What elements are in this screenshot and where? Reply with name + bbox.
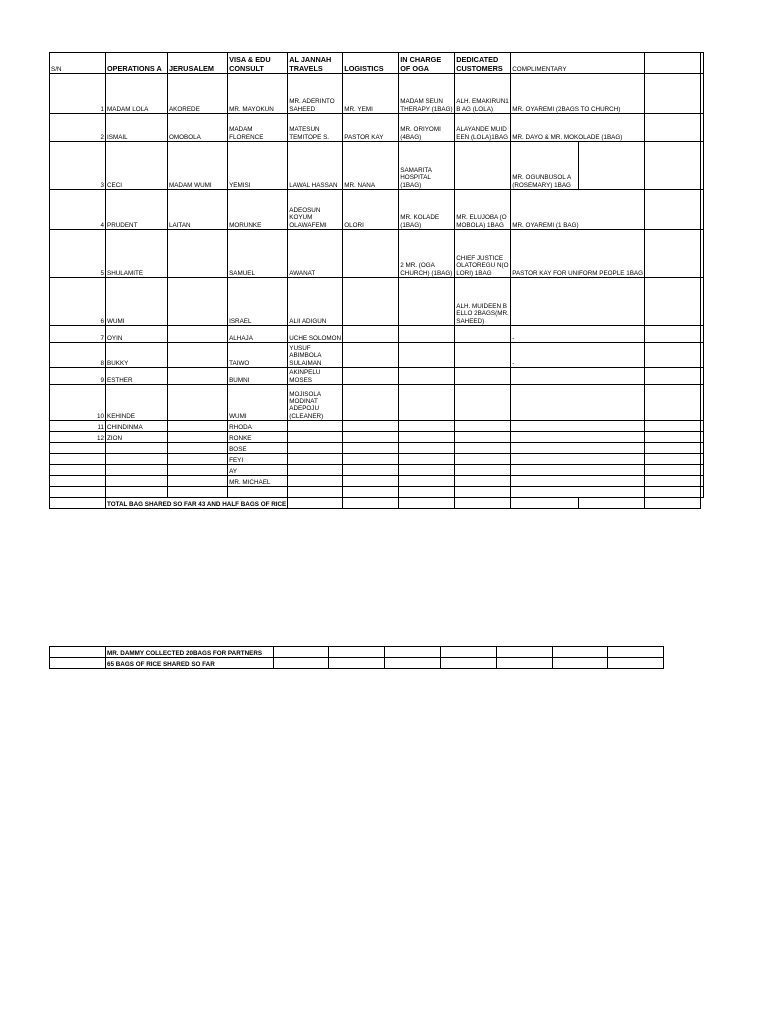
footer-row-1 (50, 647, 664, 658)
complimentary-cell (511, 432, 645, 443)
incharge-cell (399, 476, 455, 487)
footer-cell (385, 658, 441, 669)
serial-number-cell: 10 (50, 385, 106, 421)
operations-cell: ZION (106, 432, 168, 443)
empty-cell (701, 343, 704, 368)
serial-number-cell: 11 (50, 421, 106, 432)
total-row-cell (455, 498, 511, 509)
logistics-cell (343, 443, 399, 454)
visa-cell: WUMI (228, 385, 288, 421)
header-aljannah: AL JANNAH TRAVELS (288, 53, 343, 74)
aljannah-cell: YUSUF ABIMBOLA SULAIMAN (288, 343, 343, 368)
header-complimentary: COMPLIMENTARY (511, 53, 645, 74)
operations-cell: BUKKY (106, 343, 168, 368)
table-row (50, 385, 704, 421)
operations-cell: SHULAMITE (106, 230, 168, 278)
complimentary-cell (511, 385, 645, 421)
table-row (50, 432, 704, 443)
header-incharge: IN CHARGE OF OGA (399, 53, 455, 74)
logistics-cell (343, 421, 399, 432)
incharge-cell (399, 443, 455, 454)
incharge-cell: 2 MR. (OGA CHURCH) (1BAG) (399, 230, 455, 278)
table-row (50, 487, 704, 498)
serial-number-cell: 9 (50, 368, 106, 385)
empty-cell (701, 432, 704, 443)
empty-cell (701, 476, 704, 487)
visa-cell: BOSE (228, 443, 288, 454)
dedicated-cell (455, 443, 511, 454)
aljannah-cell: AWANAT (288, 230, 343, 278)
header-empty-1 (645, 53, 701, 74)
visa-cell: MR. MICHAEL (228, 476, 288, 487)
logistics-cell (343, 343, 399, 368)
footer-row-2 (50, 658, 664, 669)
table-row (50, 230, 704, 278)
empty-cell (645, 487, 701, 498)
complimentary-cell: - (511, 326, 645, 343)
operations-cell (106, 465, 168, 476)
dedicated-cell (455, 454, 511, 465)
footer-cell (329, 647, 385, 658)
empty-cell (701, 230, 704, 278)
visa-cell: YEMISI (228, 142, 288, 190)
dedicated-cell (455, 326, 511, 343)
jerusalem-cell (167, 476, 227, 487)
footer-cell (441, 647, 497, 658)
aljannah-cell: UCHE SOLOMON (288, 326, 343, 343)
operations-cell (106, 454, 168, 465)
complimentary-cell (511, 454, 645, 465)
visa-cell (228, 487, 288, 498)
incharge-cell (399, 343, 455, 368)
footer-table (49, 646, 664, 669)
jerusalem-cell: OMOBOLA (167, 114, 227, 142)
dedicated-cell: ALH. MUIDEEN BELLO 2BAGS(MR. SAHEED) (455, 278, 511, 326)
operations-cell: WUMI (106, 278, 168, 326)
jerusalem-cell (167, 465, 227, 476)
table-row (50, 74, 704, 114)
complimentary-cell: MR. OGUNBUSOL A (ROSEMARY) 1BAG (511, 142, 578, 190)
jerusalem-cell (167, 454, 227, 465)
table-row (50, 368, 704, 385)
footer-cell (497, 647, 553, 658)
aljannah-cell: LAWAL HASSAN (288, 142, 343, 190)
header-sn: S/N (50, 53, 106, 74)
jerusalem-cell (167, 368, 227, 385)
empty-cell (645, 343, 701, 368)
operations-cell: KEHINDE (106, 385, 168, 421)
jerusalem-cell (167, 487, 227, 498)
logistics-cell: OLORI (343, 190, 399, 230)
footer-empty-cell (50, 647, 106, 658)
empty-cell (645, 421, 701, 432)
complimentary-cell (511, 278, 645, 326)
jerusalem-cell: MADAM WUMI (167, 142, 227, 190)
logistics-cell (343, 385, 399, 421)
logistics-cell (343, 476, 399, 487)
dedicated-cell: CHIEF JUSTICE OLATOREGU N(OLORI) 1BAG (455, 230, 511, 278)
logistics-cell (343, 326, 399, 343)
table-row (50, 476, 704, 487)
serial-number-cell: 1 (50, 74, 106, 114)
empty-cell (645, 476, 701, 487)
aljannah-cell (288, 487, 343, 498)
aljannah-cell: AKINPELU MOSES (288, 368, 343, 385)
empty-cell (701, 465, 704, 476)
complimentary-cell (511, 443, 645, 454)
visa-cell: FEYI (228, 454, 288, 465)
jerusalem-cell (167, 421, 227, 432)
serial-number-cell: 7 (50, 326, 106, 343)
empty-cell (701, 326, 704, 343)
aljannah-cell: MOJISOLA MODINAT ADEPOJU (CLEANER) (288, 385, 343, 421)
dedicated-cell (455, 368, 511, 385)
operations-cell (106, 476, 168, 487)
aljannah-cell: ADEOSUN KOYUM OLAWAFEMI (288, 190, 343, 230)
footer-cell (274, 647, 329, 658)
incharge-cell: MADAM SEUN THERAPY (1BAG) (399, 74, 455, 114)
header-row (50, 53, 704, 74)
aljannah-cell: ALII ADIGUN (288, 278, 343, 326)
empty-cell (645, 278, 701, 326)
table-row (50, 142, 704, 190)
header-dedicated: DEDICATED CUSTOMERS (455, 53, 511, 74)
logistics-cell (343, 454, 399, 465)
complimentary-cell: MR. OYAREMI (2BAGS TO CHURCH) (511, 74, 645, 114)
serial-number-cell: 8 (50, 343, 106, 368)
header-visa: VISA & EDU CONSULT (228, 53, 288, 74)
footer-cell (553, 658, 608, 669)
jerusalem-cell: AKOREDE (167, 74, 227, 114)
empty-cell (701, 454, 704, 465)
total-row-cell (343, 498, 399, 509)
total-row-cell (399, 498, 455, 509)
footer-cell (441, 658, 497, 669)
total-bags-note: TOTAL BAG SHARED SO FAR 43 AND HALF BAGS OF RICE (106, 498, 288, 509)
visa-cell: TAIWO (228, 343, 288, 368)
serial-number-cell (50, 476, 106, 487)
dedicated-cell (455, 385, 511, 421)
serial-number-cell: 3 (50, 142, 106, 190)
serial-number-cell: 12 (50, 432, 106, 443)
operations-cell (106, 443, 168, 454)
incharge-cell (399, 368, 455, 385)
logistics-cell (343, 278, 399, 326)
jerusalem-cell (167, 278, 227, 326)
footer-cell (553, 647, 608, 658)
serial-number-cell (50, 443, 106, 454)
aljannah-cell (288, 465, 343, 476)
table-row (50, 326, 704, 343)
incharge-cell (399, 326, 455, 343)
jerusalem-cell (167, 443, 227, 454)
incharge-cell: SAMARITA HOSPITAL (1BAG) (399, 142, 455, 190)
dedicated-cell (455, 432, 511, 443)
footer-cell (608, 647, 664, 658)
total-row (50, 498, 704, 509)
visa-cell: RHODA (228, 421, 288, 432)
empty-cell (701, 114, 704, 142)
complimentary-cell: MR. OYAREMI (1 BAG) (511, 190, 645, 230)
incharge-cell (399, 454, 455, 465)
visa-cell: MR. MAYOKUN (228, 74, 288, 114)
dedicated-cell (455, 465, 511, 476)
jerusalem-cell (167, 230, 227, 278)
table-row (50, 114, 704, 142)
dedicated-cell (455, 142, 511, 190)
empty-cell (645, 142, 701, 190)
empty-cell (645, 385, 701, 421)
empty-cell (645, 443, 701, 454)
empty-cell (701, 385, 704, 421)
header-operations: OPERATIONS A (106, 53, 168, 74)
dedicated-cell (455, 476, 511, 487)
footer-cell (497, 658, 553, 669)
complimentary-cell (511, 465, 645, 476)
total-row-cell (578, 498, 644, 509)
total-row-cell (645, 498, 701, 509)
operations-cell (106, 487, 168, 498)
dedicated-cell: ALH. EMAKIRUN1B AG (LOLA) (455, 74, 511, 114)
operations-cell: ESTHER (106, 368, 168, 385)
dedicated-cell: MR. ELUJOBA (OMOBOLA) 1BAG (455, 190, 511, 230)
jerusalem-cell (167, 432, 227, 443)
complimentary-cell (511, 421, 645, 432)
incharge-cell (399, 278, 455, 326)
table-row (50, 465, 704, 476)
empty-cell (645, 114, 701, 142)
logistics-cell (343, 487, 399, 498)
empty-cell (645, 230, 701, 278)
complimentary-cell (511, 487, 645, 498)
footer-cell (329, 658, 385, 669)
empty-cell (701, 487, 704, 498)
jerusalem-cell (167, 343, 227, 368)
complimentary-cell: - (511, 343, 645, 368)
footer-cell (274, 658, 329, 669)
empty-cell (645, 190, 701, 230)
empty-cell (645, 368, 701, 385)
serial-number-cell (50, 454, 106, 465)
visa-cell: MORUNKE (228, 190, 288, 230)
complimentary-cell: MR. DAYO & MR. MOKOLADE (1BAG) (511, 114, 645, 142)
table-row (50, 443, 704, 454)
table-row (50, 454, 704, 465)
total-empty-cell (50, 498, 106, 509)
serial-number-cell (50, 465, 106, 476)
empty-cell (701, 142, 704, 190)
jerusalem-cell: LAITAN (167, 190, 227, 230)
rice-distribution-table (49, 52, 704, 509)
header-jerusalem: JERUSALEM (167, 53, 227, 74)
operations-cell: MADAM LOLA (106, 74, 168, 114)
table-row (50, 190, 704, 230)
logistics-cell (343, 465, 399, 476)
serial-number-cell: 6 (50, 278, 106, 326)
aljannah-cell: MR. ADERINTO SAHEED (288, 74, 343, 114)
table-row (50, 421, 704, 432)
table-row (50, 278, 704, 326)
total-row-cell (288, 498, 343, 509)
empty-cell (701, 74, 704, 114)
operations-cell: OYIN (106, 326, 168, 343)
serial-number-cell: 5 (50, 230, 106, 278)
footer-cell (385, 647, 441, 658)
operations-cell: CECI (106, 142, 168, 190)
dedicated-cell (455, 343, 511, 368)
incharge-cell: MR. KOLADE (1BAG) (399, 190, 455, 230)
incharge-cell (399, 432, 455, 443)
total-row-cell (511, 498, 578, 509)
dedicated-cell (455, 487, 511, 498)
header-logistics: LOGISTICS (343, 53, 399, 74)
empty-cell (578, 142, 644, 190)
empty-cell (645, 432, 701, 443)
empty-cell (701, 368, 704, 385)
complimentary-cell (511, 476, 645, 487)
aljannah-cell (288, 421, 343, 432)
visa-cell: ISRAEL (228, 278, 288, 326)
logistics-cell: MR. NANA (343, 142, 399, 190)
serial-number-cell (50, 487, 106, 498)
incharge-cell (399, 421, 455, 432)
empty-cell (645, 74, 701, 114)
incharge-cell (399, 465, 455, 476)
footer-cell (608, 658, 664, 669)
header-empty-2 (701, 53, 704, 74)
aljannah-cell (288, 476, 343, 487)
visa-cell: RONKE (228, 432, 288, 443)
empty-cell (645, 326, 701, 343)
logistics-cell: PASTOR KAY (343, 114, 399, 142)
aljannah-cell (288, 454, 343, 465)
visa-cell: AY (228, 465, 288, 476)
jerusalem-cell (167, 326, 227, 343)
table-row (50, 343, 704, 368)
operations-cell: PRUDENT (106, 190, 168, 230)
serial-number-cell: 2 (50, 114, 106, 142)
empty-cell (701, 190, 704, 230)
jerusalem-cell (167, 385, 227, 421)
empty-cell (701, 278, 704, 326)
empty-cell (701, 443, 704, 454)
visa-cell: SAMUEL (228, 230, 288, 278)
aljannah-cell (288, 432, 343, 443)
incharge-cell: MR. ORIYOMI (4BAG) (399, 114, 455, 142)
incharge-cell (399, 385, 455, 421)
footer-dammy-note: MR. DAMMY COLLECTED 20BAGS FOR PARTNERS (106, 647, 274, 658)
empty-cell (701, 421, 704, 432)
operations-cell: ISMAIL (106, 114, 168, 142)
logistics-cell (343, 432, 399, 443)
incharge-cell (399, 487, 455, 498)
visa-cell: BUMNI (228, 368, 288, 385)
operations-cell: CHINDINMA (106, 421, 168, 432)
empty-cell (645, 465, 701, 476)
logistics-cell: MR. YEMI (343, 74, 399, 114)
logistics-cell (343, 368, 399, 385)
aljannah-cell (288, 443, 343, 454)
dedicated-cell: ALAYANDE MUIDEEN (LOLA)1BAG (455, 114, 511, 142)
logistics-cell (343, 230, 399, 278)
footer-empty-cell (50, 658, 106, 669)
empty-cell (645, 454, 701, 465)
complimentary-cell (511, 368, 645, 385)
dedicated-cell (455, 421, 511, 432)
serial-number-cell: 4 (50, 190, 106, 230)
aljannah-cell: MATESUN TEMITOPE S. (288, 114, 343, 142)
footer-total-shared: 65 BAGS OF RICE SHARED SO FAR (106, 658, 274, 669)
visa-cell: ALHAJA (228, 326, 288, 343)
complimentary-cell: PASTOR KAY FOR UNIFORM PEOPLE 1BAG (511, 230, 645, 278)
visa-cell: MADAM FLORENCE (228, 114, 288, 142)
